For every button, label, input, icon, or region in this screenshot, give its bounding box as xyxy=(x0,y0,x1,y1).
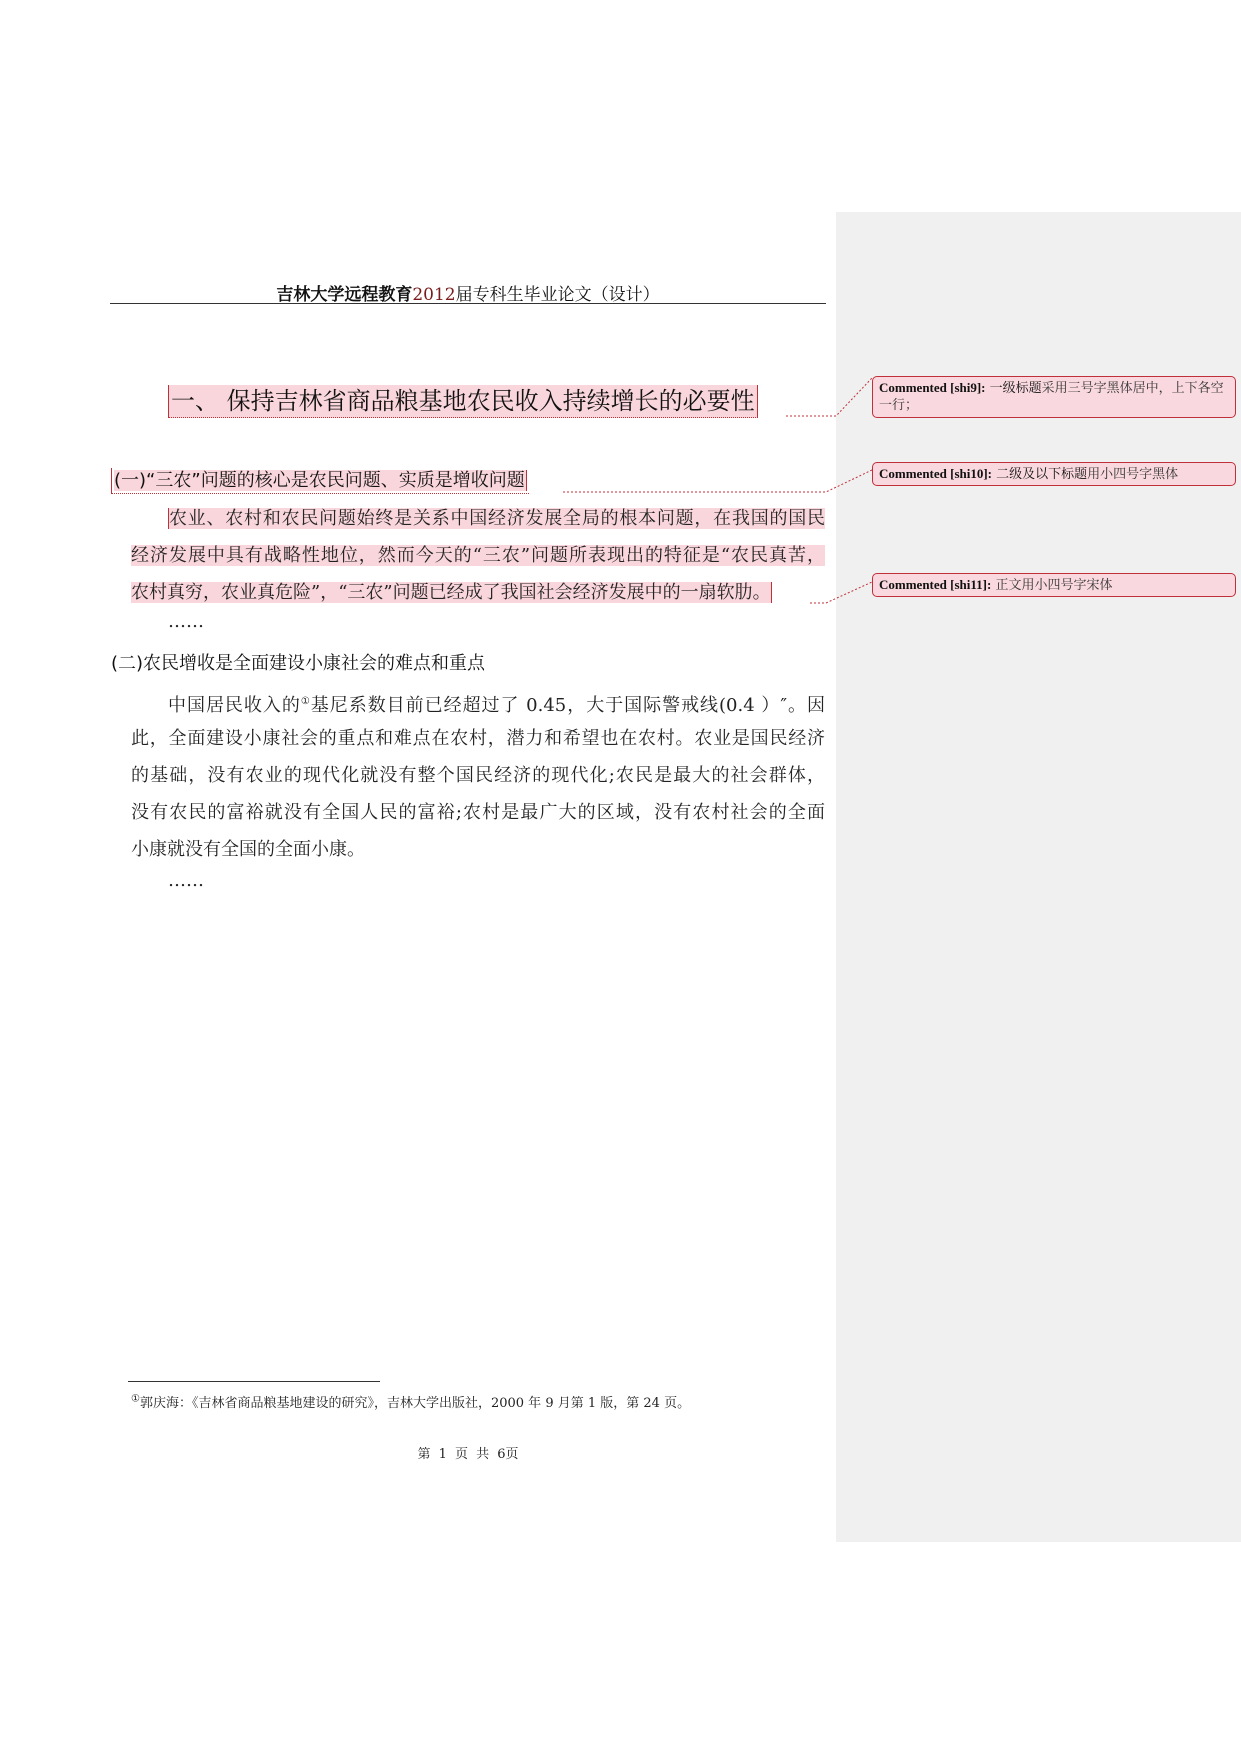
paragraph-line: 小康就没有全国的全面小康。 xyxy=(131,839,365,860)
paragraph-line: 农村真穷，农业真危险”，“三农”问题已经成了我国社会经济发展中的一扇软肋。 xyxy=(131,582,771,603)
paragraph-line: 中国居民收入的①基尼系数目前已经超过了 0.45，大于国际警戒线(0.4 ）″。因 xyxy=(168,695,826,716)
comment-author: Commented [shi11]: xyxy=(879,577,992,592)
comment-balloon-2[interactable] xyxy=(872,462,1236,486)
ellipsis: …… xyxy=(168,611,204,632)
heading-level-2-first-text: (一)“三农”问题的核心是农民问题、实质是增收问题 xyxy=(114,470,525,491)
page-number: 第 1 页 共 6页 xyxy=(417,1447,519,1462)
comment-balloon-1[interactable] xyxy=(872,376,1236,418)
comment-text-bold: 二级及以下标题 xyxy=(996,467,1088,482)
comment-balloon-3[interactable] xyxy=(872,573,1236,597)
comment-text: 采用三号字黑体居中，上下各空一行； xyxy=(879,381,1224,413)
comment-text: 用小四号字黑体 xyxy=(1087,467,1179,482)
heading-level-2-second: (二)农民增收是全面建设小康社会的难点和重点 xyxy=(111,653,486,674)
comment-author: Commented [shi9]: xyxy=(879,380,986,395)
footnote-reference[interactable]: ① xyxy=(300,696,311,707)
comment-text-bold: 一级标题 xyxy=(989,381,1042,396)
comment-text: 正文用小四号字宋体 xyxy=(995,578,1113,593)
page-header xyxy=(110,280,826,305)
header-prefix: 吉林大学远程教育 xyxy=(276,285,413,305)
header-year: 2012 xyxy=(412,285,456,305)
heading-level-1[interactable]: 一、 保持吉林省商品粮基地农民收入持续增长的必要性 xyxy=(168,385,758,418)
heading-level-2-first[interactable] xyxy=(111,468,529,494)
footnote xyxy=(131,1392,690,1411)
paragraph-line: 的基础，没有农业的现代化就没有整个国民经济的现代化;农民是最大的社会群体， xyxy=(131,765,825,786)
header-suffix: 届专科生毕业论文（设计） xyxy=(455,285,660,305)
paragraph-line: 没有农民的富裕就没有全国人民的富裕;农村是最广大的区域，没有农村社会的全面 xyxy=(131,802,825,823)
section-1-paragraph[interactable] xyxy=(131,500,825,611)
ellipsis: …… xyxy=(168,870,204,891)
paragraph-line: 此，全面建设小康社会的重点和难点在农村，潜力和希望也在农村。农业是国民经济 xyxy=(131,728,825,749)
paragraph-line: 农业、农村和农民问题始终是关系中国经济发展全局的根本问题，在我国的国民 xyxy=(169,508,825,529)
footnote-text: 郭庆海：《吉林省商品粮基地建设的研究》，吉林大学出版社，2000 年 9 月第 1 版，第 24 页。 xyxy=(139,1396,691,1411)
comment-leader-2 xyxy=(563,470,872,492)
header-divider xyxy=(110,303,826,304)
paragraph-line: 经济发展中具有战略性地位，然而今天的“三农”问题所表现出的特征是“农民真苦， xyxy=(131,545,825,566)
footnote-separator xyxy=(128,1381,380,1382)
footnote-marker: ① xyxy=(131,1393,140,1405)
comment-author: Commented [shi10]: xyxy=(879,466,993,481)
section-2-paragraph xyxy=(131,683,825,868)
comment-leader-1 xyxy=(786,378,872,416)
